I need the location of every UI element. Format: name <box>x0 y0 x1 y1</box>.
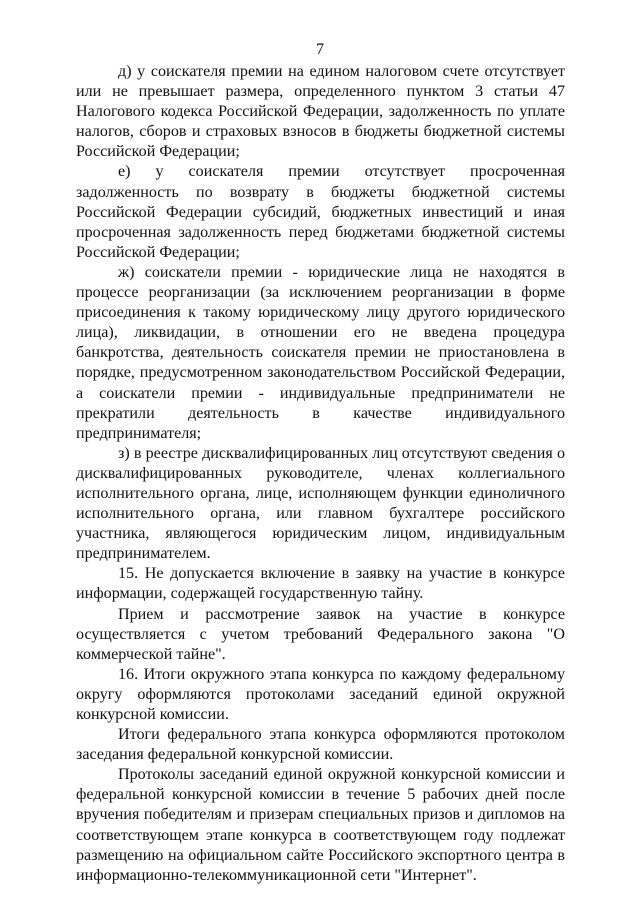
page-number: 7 <box>316 41 324 58</box>
paragraph-item-d: д) у соискателя премии на едином налоговом счете отсутствует или не превышает размера, определенного пунктом 3 статьи 47 Налогового кодекса Российской Федерации, задолженность по уплате налогов, сборов и страховых взносов в бюджеты бюджетной системы Российской Федерации; <box>76 63 565 161</box>
paragraph-item-z: з) в реестре дисквалифицированных лиц отсутствуют сведения о дисквалифицированных руководителе, членах коллегиального исполнительного органа, лице, исполняющем функции единоличного исполнительного органа, или главном бухгалтере российского участника, являющегося юридическим лицом, индивидуальным предпринимателем. <box>76 444 565 563</box>
paragraph-clause-16: 16. Итоги окружного этапа конкурса по каждому федеральному округу оформляются протоколами заседаний единой окружной конкурсной комиссии. <box>76 665 565 723</box>
paragraph-item-e: е) у соискателя премии отсутствует просроченная задолженность по возврату в бюджеты бюджетной системы Российской Федерации субсидий, бюджетных инвестиций и иная просроченная задолженность перед бюджетами бюджетной системы Российской Федерации; <box>76 163 565 261</box>
document-body <box>76 62 565 886</box>
paragraph-federal-results: Итоги федерального этапа конкурса оформляются протоколом заседания федеральной конкурсной комиссии. <box>76 726 565 764</box>
paragraph-protocols-publication: Протоколы заседаний единой окружной конкурсной комиссии и федеральной конкурсной комиссии в течение 5 рабочих дней после вручения победителям и призерам специальных призов и дипломов на соответствующем этапе конкурса в соответствующем году подлежат размещению на официальном сайте Российского экспортного центра в информационно-телекоммуникационной сети "Интернет". <box>76 766 565 884</box>
paragraph-clause-15: 15. Не допускается включение в заявку на участие в конкурсе информации, содержащей государственную тайну. <box>76 565 565 603</box>
paragraph-item-zh: ж) соискатели премии - юридические лица не находятся в процессе реорганизации (за исключением реорганизации в форме присоединения к такому юридическому лицу другого юридического лица), ликвидации, в отношении его не введена процедура банкротства, деятельность соискателя премии не приостановлена в порядке, предусмотренном законодательством Российской Федерации, а соискатели премии - индивидуальные предприниматели не прекратили деятельность в качестве индивидуального предпринимателя; <box>76 263 565 442</box>
paragraph-commercial-secret: Прием и рассмотрение заявок на участие в конкурсе осуществляется с учетом требований Федерального закона "О коммерческой тайне". <box>76 605 565 663</box>
